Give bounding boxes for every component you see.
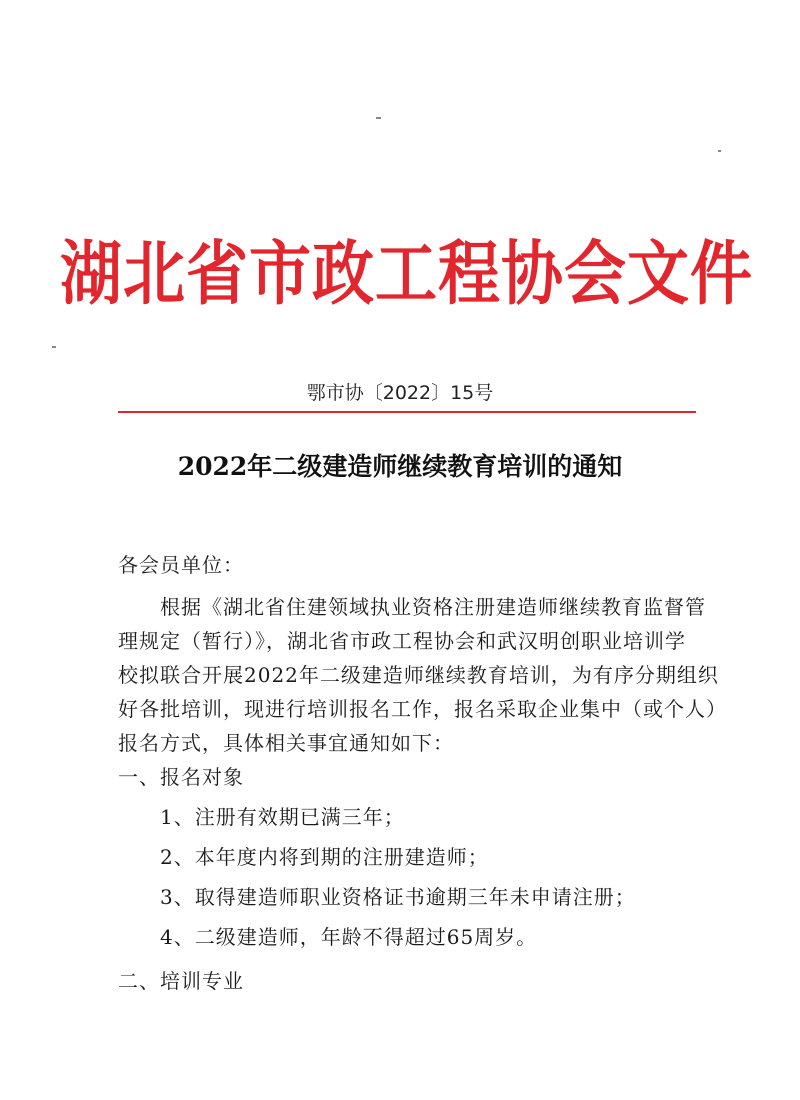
salutation: 各会员单位：	[118, 553, 244, 577]
document-number: 鄂市协〔2022〕15号	[306, 382, 494, 404]
list-item: 3、取得建造师职业资格证书逾期三年未申请注册；	[160, 885, 636, 909]
intro-paragraph	[118, 590, 727, 760]
intro-line: 报名方式，具体相关事宜通知如下：	[118, 731, 454, 755]
intro-line: 好各批培训，现进行培训报名工作，报名采取企业集中（或个人）	[118, 697, 727, 721]
document-body	[118, 548, 727, 998]
section-heading-training-major: 二、培训专业	[118, 969, 244, 993]
scan-speck	[52, 346, 56, 348]
scan-speck	[718, 150, 721, 152]
intro-line: 校拟联合开展2022年二级建造师继续教育培训，为有序分期组织	[118, 663, 719, 687]
list-item: 4、二级建造师，年龄不得超过65周岁。	[160, 925, 538, 949]
list-item: 2、本年度内将到期的注册建造师；	[160, 845, 489, 869]
section-heading-registration-target: 一、报名对象	[118, 765, 244, 789]
list-item: 1、注册有效期已满三年；	[160, 805, 405, 829]
scan-speck	[376, 117, 381, 119]
org-letterhead-title: 湖北省市政工程协会文件	[60, 232, 754, 315]
notice-title: 2022年二级建造师继续教育培训的通知	[177, 452, 623, 481]
intro-line: 理规定（暂行）》，湖北省市政工程协会和武汉明创职业培训学	[118, 629, 686, 653]
red-divider-line	[118, 411, 696, 413]
intro-line: 根据《湖北省住建领域执业资格注册建造师继续教育监督管	[160, 595, 706, 619]
